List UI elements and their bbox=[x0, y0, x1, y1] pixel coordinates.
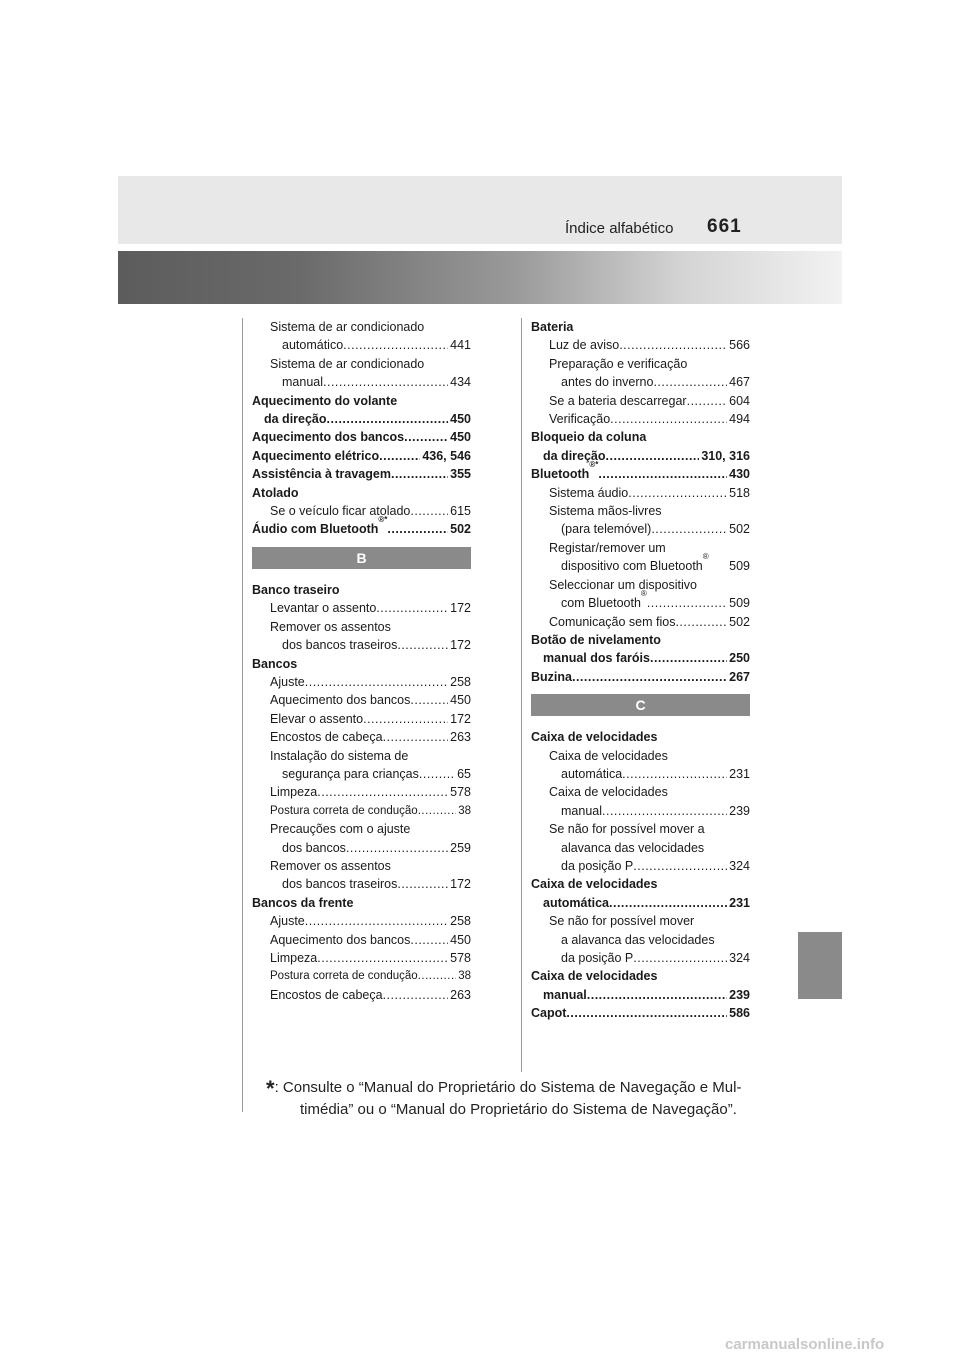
index-entry bbox=[531, 318, 750, 336]
entry-term: Atolado bbox=[252, 485, 299, 500]
leader-dots bbox=[397, 875, 448, 893]
entry-term: Se não for possível mover bbox=[549, 914, 695, 929]
page-reference[interactable]: 263 bbox=[450, 730, 471, 745]
entry-term: Assistência à travagem bbox=[252, 467, 391, 482]
page-reference[interactable]: 502 bbox=[729, 614, 750, 629]
gradient-banner bbox=[118, 251, 842, 304]
index-entry bbox=[531, 631, 750, 668]
index-entry bbox=[252, 392, 471, 429]
page-reference[interactable]: 494 bbox=[729, 412, 750, 427]
leader-dots bbox=[410, 502, 448, 520]
page-reference[interactable]: 172 bbox=[450, 601, 471, 616]
entry-term: Verificação bbox=[549, 412, 611, 427]
index-column-right bbox=[531, 318, 750, 1023]
entry-term: alavanca das velocidades bbox=[561, 840, 705, 855]
leader-dots bbox=[566, 1004, 727, 1022]
page-reference[interactable]: 450 bbox=[450, 932, 471, 947]
page-reference[interactable]: 310, 316 bbox=[701, 448, 750, 463]
entry-term: Encostos de cabeça bbox=[270, 987, 383, 1002]
entry-term: antes do inverno bbox=[561, 375, 654, 390]
leader-dots bbox=[379, 447, 420, 465]
index-entry bbox=[252, 581, 471, 599]
index-subentry bbox=[252, 710, 471, 728]
entry-term: Bluetooth bbox=[531, 467, 590, 482]
page-reference[interactable]: 467 bbox=[729, 375, 750, 390]
leader-dots bbox=[346, 839, 448, 857]
page-reference[interactable]: 239 bbox=[729, 803, 750, 818]
page-reference[interactable]: 65 bbox=[457, 766, 471, 781]
index-subentry bbox=[531, 820, 750, 875]
page-number: 661 bbox=[707, 216, 742, 237]
index-subentry bbox=[252, 618, 471, 655]
entry-term: Ajuste bbox=[270, 674, 305, 689]
index-subentry bbox=[531, 392, 750, 410]
entry-term: da posição P bbox=[561, 951, 634, 965]
index-entry bbox=[252, 428, 471, 446]
index-subentry bbox=[252, 802, 471, 820]
leader-dots bbox=[383, 986, 449, 1004]
entry-term: Se o veículo ficar atolado bbox=[270, 504, 411, 519]
footnote bbox=[266, 1077, 752, 1120]
page-reference[interactable]: 172 bbox=[450, 638, 471, 653]
page-reference[interactable]: 441 bbox=[450, 338, 471, 353]
leader-dots bbox=[410, 931, 448, 949]
index-subentry bbox=[531, 355, 750, 392]
index-subentry bbox=[531, 484, 750, 502]
leader-dots bbox=[418, 802, 457, 820]
entry-term: Limpeza bbox=[270, 785, 318, 800]
index-subentry bbox=[252, 820, 471, 857]
index-subentry bbox=[252, 986, 471, 1004]
entry-term: manual dos faróis bbox=[543, 651, 650, 666]
index-subentry bbox=[531, 502, 750, 539]
entry-term: Bloqueio da coluna bbox=[531, 430, 647, 445]
page-reference[interactable]: 502 bbox=[450, 522, 471, 537]
entry-term: a alavanca das velocidades bbox=[561, 932, 715, 947]
index-subentry bbox=[531, 747, 750, 784]
entry-term: Registar/remover um bbox=[549, 540, 666, 555]
page-reference[interactable]: 430 bbox=[729, 467, 750, 482]
leader-dots bbox=[651, 520, 727, 538]
entry-term: Caixa de velocidades bbox=[531, 969, 658, 984]
page-reference[interactable]: 518 bbox=[729, 485, 750, 500]
index-subentry bbox=[252, 967, 471, 985]
page-reference[interactable]: 578 bbox=[450, 785, 471, 800]
entry-term: Comunicação sem fios bbox=[549, 614, 676, 629]
index-column-left bbox=[252, 318, 471, 1004]
page-reference[interactable]: 566 bbox=[729, 338, 750, 353]
page-reference[interactable]: 615 bbox=[450, 504, 471, 519]
leader-dots bbox=[410, 691, 448, 709]
entry-term: manual bbox=[561, 803, 602, 818]
leader-dots bbox=[343, 336, 448, 354]
leader-dots bbox=[376, 599, 448, 617]
entry-term: Se não for possível mover a bbox=[549, 822, 705, 837]
entry-term: Bancos bbox=[252, 656, 298, 671]
letter-section-header: B bbox=[252, 547, 471, 569]
entry-term: da direção bbox=[264, 412, 327, 427]
section-title: Índice alfabético bbox=[565, 220, 674, 237]
entry-term: Buzina bbox=[531, 669, 572, 684]
index-entry bbox=[531, 668, 750, 686]
page-reference[interactable]: 450 bbox=[450, 693, 471, 708]
index-subentry bbox=[531, 539, 750, 576]
registered-mark: ®* bbox=[589, 460, 599, 470]
index-subentry bbox=[252, 318, 471, 355]
leader-dots bbox=[633, 857, 727, 875]
entry-term: Ajuste bbox=[270, 914, 305, 929]
page-reference[interactable]: 259 bbox=[450, 840, 471, 855]
entry-term: Postura correta de condução bbox=[270, 804, 418, 817]
entry-term: Capot bbox=[531, 1006, 567, 1021]
entry-term: Sistema áudio bbox=[549, 485, 629, 500]
leader-dots bbox=[387, 520, 448, 538]
page-reference[interactable]: 172 bbox=[450, 711, 471, 726]
entry-term: Bateria bbox=[531, 320, 574, 334]
entry-term: automático bbox=[282, 338, 344, 353]
index-entry bbox=[531, 1004, 750, 1022]
entry-term: segurança para crianças bbox=[282, 766, 419, 781]
index-entry bbox=[531, 875, 750, 912]
leader-dots bbox=[622, 765, 727, 783]
entry-term: Luz de aviso bbox=[549, 338, 620, 353]
index-entry bbox=[252, 515, 471, 538]
index-subentry bbox=[531, 410, 750, 428]
page-reference[interactable]: 355 bbox=[450, 467, 471, 482]
entry-term: da posição P bbox=[561, 858, 634, 873]
entry-term: Se a bateria descarregar bbox=[549, 393, 687, 408]
leader-dots bbox=[363, 710, 448, 728]
leader-dots bbox=[305, 912, 448, 930]
index-subentry bbox=[252, 857, 471, 894]
index-entry bbox=[531, 460, 750, 483]
registered-mark: ® bbox=[640, 589, 647, 599]
entry-term: Limpeza bbox=[270, 951, 318, 965]
entry-term: Precauções com o ajuste bbox=[270, 822, 411, 837]
entry-term: da direção bbox=[543, 448, 606, 463]
page-reference[interactable]: 604 bbox=[729, 393, 750, 408]
page-reference[interactable]: 324 bbox=[729, 858, 750, 873]
entry-term: Sistema de ar condicionado bbox=[270, 356, 425, 371]
index-subentry bbox=[252, 912, 471, 930]
leader-dots bbox=[383, 728, 449, 746]
entry-term: Postura correta de condução bbox=[270, 970, 418, 983]
index-subentry bbox=[252, 599, 471, 617]
page-reference[interactable]: 450 bbox=[450, 430, 471, 445]
entry-term: Áudio com Bluetooth bbox=[252, 522, 379, 537]
leader-dots bbox=[650, 649, 727, 667]
entry-term: dos bancos bbox=[282, 840, 346, 855]
index-subentry bbox=[252, 728, 471, 746]
registered-mark: ®* bbox=[378, 515, 388, 525]
page-reference[interactable]: 38 bbox=[458, 804, 471, 817]
leader-dots bbox=[653, 373, 727, 391]
leader-dots bbox=[675, 613, 727, 631]
entry-term: automática bbox=[561, 766, 623, 781]
index-subentry bbox=[252, 931, 471, 949]
leader-dots bbox=[572, 668, 727, 686]
footnote-asterisk: * bbox=[266, 1076, 275, 1101]
index-entry bbox=[252, 894, 471, 912]
leader-dots bbox=[317, 949, 448, 967]
index-subentry bbox=[531, 336, 750, 354]
entry-term: Remover os assentos bbox=[270, 858, 391, 873]
entry-term: Encostos de cabeça bbox=[270, 730, 383, 745]
entry-term: com Bluetooth bbox=[561, 596, 641, 611]
leader-dots bbox=[598, 465, 727, 483]
index-subentry bbox=[531, 576, 750, 613]
page-reference[interactable]: 258 bbox=[450, 914, 471, 929]
entry-term: manual bbox=[543, 987, 587, 1002]
entry-term: dos bancos traseiros bbox=[282, 877, 398, 892]
center-column-rule bbox=[521, 318, 522, 1072]
leader-dots bbox=[606, 447, 700, 465]
leader-dots bbox=[628, 484, 727, 502]
page-reference[interactable]: 434 bbox=[450, 375, 471, 390]
leader-dots bbox=[305, 673, 448, 691]
entry-term: Caixa de velocidades bbox=[549, 748, 668, 763]
page-reference[interactable]: 263 bbox=[450, 987, 471, 1002]
entry-term: Aquecimento elétrico bbox=[252, 448, 380, 463]
page-reference[interactable]: 436, 546 bbox=[422, 448, 471, 463]
entry-term: Botão de nivelamento bbox=[531, 632, 661, 647]
page-reference[interactable]: 38 bbox=[458, 970, 471, 983]
index-entry bbox=[531, 428, 750, 465]
index-entry bbox=[531, 728, 750, 746]
page-reference[interactable]: 172 bbox=[450, 877, 471, 892]
leader-dots bbox=[609, 894, 727, 912]
page-reference[interactable]: 267 bbox=[729, 669, 750, 684]
entry-term: (para telemóvel) bbox=[561, 522, 652, 537]
leader-dots bbox=[647, 594, 727, 612]
entry-term: Banco traseiro bbox=[252, 582, 340, 597]
leader-dots bbox=[687, 392, 728, 410]
leader-dots bbox=[404, 428, 448, 446]
entry-term: Elevar o assento bbox=[270, 711, 364, 726]
index-subentry bbox=[252, 783, 471, 801]
footnote-line-1: : Consulte o “Manual do Proprietário do Sistema de Navegação e Mul- bbox=[274, 1079, 742, 1096]
entry-term: Preparação e verificação bbox=[549, 356, 688, 371]
entry-term: Remover os assentos bbox=[270, 619, 391, 634]
entry-term: Bancos da frente bbox=[252, 895, 354, 910]
registered-mark: ® bbox=[702, 552, 709, 562]
entry-term: Caixa de velocidades bbox=[531, 877, 658, 892]
watermark: carmanualsonline.info bbox=[725, 1336, 885, 1353]
entry-term: dispositivo com Bluetooth bbox=[561, 559, 703, 574]
leader-dots bbox=[602, 802, 727, 820]
entry-term: Caixa de velocidades bbox=[531, 730, 658, 745]
leader-dots bbox=[418, 967, 457, 985]
entry-term: dos bancos traseiros bbox=[282, 638, 398, 653]
index-entry bbox=[252, 447, 471, 465]
leader-dots bbox=[619, 336, 727, 354]
page-reference[interactable]: 231 bbox=[729, 895, 750, 910]
page-reference[interactable]: 250 bbox=[729, 651, 750, 666]
index-entry bbox=[252, 655, 471, 673]
entry-term: manual bbox=[282, 375, 323, 390]
left-column-rule bbox=[242, 318, 243, 1112]
leader-dots bbox=[397, 636, 448, 654]
index-subentry bbox=[252, 502, 471, 520]
page-reference[interactable]: 231 bbox=[729, 766, 750, 781]
leader-dots bbox=[587, 986, 727, 1004]
entry-term: Levantar o assento bbox=[270, 601, 377, 616]
leader-dots bbox=[419, 765, 455, 783]
index-subentry bbox=[531, 783, 750, 820]
leader-dots bbox=[323, 373, 448, 391]
index-subentry bbox=[252, 691, 471, 709]
index-subentry bbox=[252, 949, 471, 967]
page-reference[interactable]: 586 bbox=[729, 1006, 750, 1021]
index-subentry bbox=[252, 747, 471, 784]
page-reference[interactable]: 502 bbox=[729, 522, 750, 537]
entry-term: Caixa de velocidades bbox=[549, 785, 668, 800]
page-reference[interactable]: 578 bbox=[450, 951, 471, 965]
index-subentry bbox=[252, 355, 471, 392]
index-entry bbox=[252, 484, 471, 502]
index-entry bbox=[531, 967, 750, 1004]
page-reference[interactable]: 509 bbox=[729, 596, 750, 611]
leader-dots bbox=[327, 410, 449, 428]
entry-term: Aquecimento dos bancos bbox=[270, 932, 411, 947]
leader-dots bbox=[317, 783, 448, 801]
index-entry bbox=[252, 465, 471, 483]
footnote-line-2: timédia” ou o “Manual do Proprietário do Sistema de Navegação”. bbox=[300, 1101, 737, 1118]
page-reference[interactable]: 324 bbox=[729, 951, 750, 965]
leader-dots bbox=[391, 465, 448, 483]
entry-term: Aquecimento dos bancos bbox=[252, 430, 405, 445]
entry-term: Aquecimento dos bancos bbox=[270, 693, 411, 708]
page-reference[interactable]: 258 bbox=[450, 674, 471, 689]
page-reference[interactable]: 450 bbox=[450, 412, 471, 427]
index-subentry bbox=[531, 912, 750, 967]
entry-term: automática bbox=[543, 895, 609, 910]
entry-term: Seleccionar um dispositivo bbox=[549, 577, 697, 592]
page-reference[interactable]: 239 bbox=[729, 987, 750, 1002]
entry-term: Sistema mãos-livres bbox=[549, 504, 662, 519]
page-reference[interactable]: 509 bbox=[729, 559, 750, 574]
letter-section-header: C bbox=[531, 694, 750, 716]
entry-term: Instalação do sistema de bbox=[270, 748, 409, 763]
index-subentry bbox=[531, 613, 750, 631]
leader-dots bbox=[610, 410, 727, 428]
leader-dots bbox=[633, 949, 727, 967]
index-subentry bbox=[252, 673, 471, 691]
entry-term: Aquecimento do volante bbox=[252, 393, 398, 408]
entry-term: Sistema de ar condicionado bbox=[270, 320, 425, 334]
thumb-index-tab bbox=[798, 932, 842, 999]
